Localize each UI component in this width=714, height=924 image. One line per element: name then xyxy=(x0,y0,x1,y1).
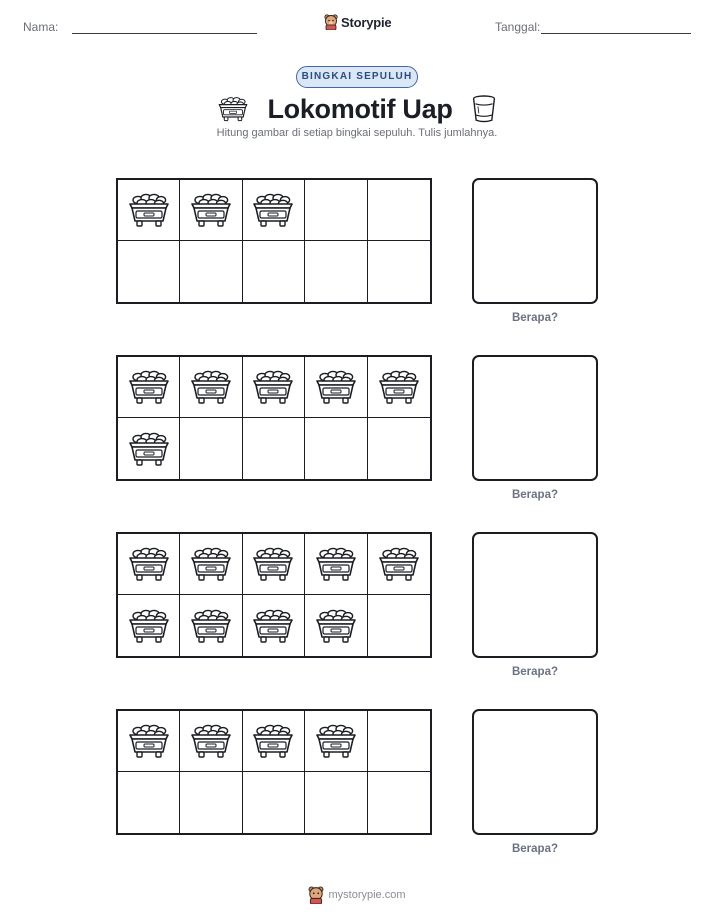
ten-frame-cell xyxy=(180,357,242,418)
coal-cart-icon xyxy=(127,607,171,645)
coal-cart-icon xyxy=(127,368,171,406)
ten-frame-cell xyxy=(305,418,367,479)
ten-frame-cell xyxy=(243,357,305,418)
answer-label: Berapa? xyxy=(511,489,559,501)
ten-frame-cell xyxy=(118,711,180,772)
ten-frame-cell xyxy=(368,241,430,302)
ten-frame-cell xyxy=(118,534,180,595)
answer-box[interactable] xyxy=(472,532,598,658)
answer-box[interactable] xyxy=(472,178,598,304)
ten-frame-cell xyxy=(243,241,305,302)
ten-frame-cell xyxy=(243,595,305,656)
coal-cart-icon xyxy=(251,722,295,760)
page-title: Lokomotif Uap xyxy=(267,93,453,124)
bear-mascot-icon xyxy=(324,14,338,30)
brand-name: Storypie xyxy=(341,14,392,30)
coal-cart-icon xyxy=(189,191,233,229)
worksheet-type-badge: BINGKAI SEPULUH xyxy=(296,66,418,88)
ten-frame-cell xyxy=(243,418,305,479)
answer-box[interactable] xyxy=(472,709,598,835)
coal-cart-icon xyxy=(314,368,358,406)
answer-label: Berapa? xyxy=(511,666,559,678)
title-row xyxy=(0,90,714,128)
coal-cart-icon xyxy=(251,191,295,229)
bear-mascot-icon xyxy=(308,886,324,904)
ten-frame-cell xyxy=(305,711,367,772)
coal-cart-icon xyxy=(314,722,358,760)
footer-url: mystorypie.com xyxy=(328,889,406,901)
water-bucket-icon xyxy=(471,94,497,124)
ten-frame-cell xyxy=(305,241,367,302)
coal-cart-icon xyxy=(251,545,295,583)
ten-frame-cell xyxy=(368,534,430,595)
ten-frame-cell xyxy=(118,772,180,833)
name-label: Nama: xyxy=(23,20,59,34)
ten-frame xyxy=(116,355,432,481)
ten-frame-cell xyxy=(368,595,430,656)
ten-frame-cell xyxy=(305,357,367,418)
ten-frame-cell xyxy=(243,180,305,241)
coal-cart-icon xyxy=(217,95,249,123)
ten-frame-cell xyxy=(118,357,180,418)
coal-cart-icon xyxy=(314,607,358,645)
ten-frame-cell xyxy=(368,772,430,833)
ten-frame-cell xyxy=(305,180,367,241)
ten-frame-cell xyxy=(180,180,242,241)
coal-cart-icon xyxy=(127,545,171,583)
ten-frame-cell xyxy=(243,534,305,595)
ten-frame-cell xyxy=(180,711,242,772)
worksheet-header xyxy=(0,0,714,50)
ten-frame-cell xyxy=(368,180,430,241)
coal-cart-icon xyxy=(377,545,421,583)
coal-cart-icon xyxy=(377,368,421,406)
name-field-line[interactable] xyxy=(72,33,257,34)
coal-cart-icon xyxy=(127,191,171,229)
ten-frame xyxy=(116,709,432,835)
date-label: Tanggal: xyxy=(495,20,541,34)
coal-cart-icon xyxy=(189,545,233,583)
ten-frame-cell xyxy=(118,180,180,241)
coal-cart-icon xyxy=(189,368,233,406)
ten-frame-cell xyxy=(368,357,430,418)
ten-frame-cell xyxy=(118,418,180,479)
answer-box[interactable] xyxy=(472,355,598,481)
ten-frame-cell xyxy=(180,534,242,595)
ten-frame-cell xyxy=(180,418,242,479)
instructions: Hitung gambar di setiap bingkai sepuluh. Tulis jumlahnya. xyxy=(216,127,498,139)
brand-logo xyxy=(324,12,394,32)
ten-frame-cell xyxy=(180,595,242,656)
ten-frame-cell xyxy=(243,711,305,772)
coal-cart-icon xyxy=(127,430,171,468)
ten-frame xyxy=(116,532,432,658)
ten-frame-cell xyxy=(368,711,430,772)
coal-cart-icon xyxy=(251,368,295,406)
date-field-line[interactable] xyxy=(541,33,691,34)
ten-frame-cell xyxy=(368,418,430,479)
ten-frame-cell xyxy=(180,772,242,833)
coal-cart-icon xyxy=(189,722,233,760)
ten-frame-cell xyxy=(180,241,242,302)
ten-frame-cell xyxy=(305,772,367,833)
ten-frame-cell xyxy=(305,534,367,595)
ten-frame xyxy=(116,178,432,304)
ten-frame-cell xyxy=(118,595,180,656)
coal-cart-icon xyxy=(251,607,295,645)
coal-cart-icon xyxy=(189,607,233,645)
ten-frame-cell xyxy=(243,772,305,833)
ten-frame-cell xyxy=(305,595,367,656)
answer-label: Berapa? xyxy=(511,312,559,324)
coal-cart-icon xyxy=(314,545,358,583)
answer-label: Berapa? xyxy=(511,843,559,855)
coal-cart-icon xyxy=(127,722,171,760)
footer xyxy=(0,884,714,906)
ten-frame-cell xyxy=(118,241,180,302)
